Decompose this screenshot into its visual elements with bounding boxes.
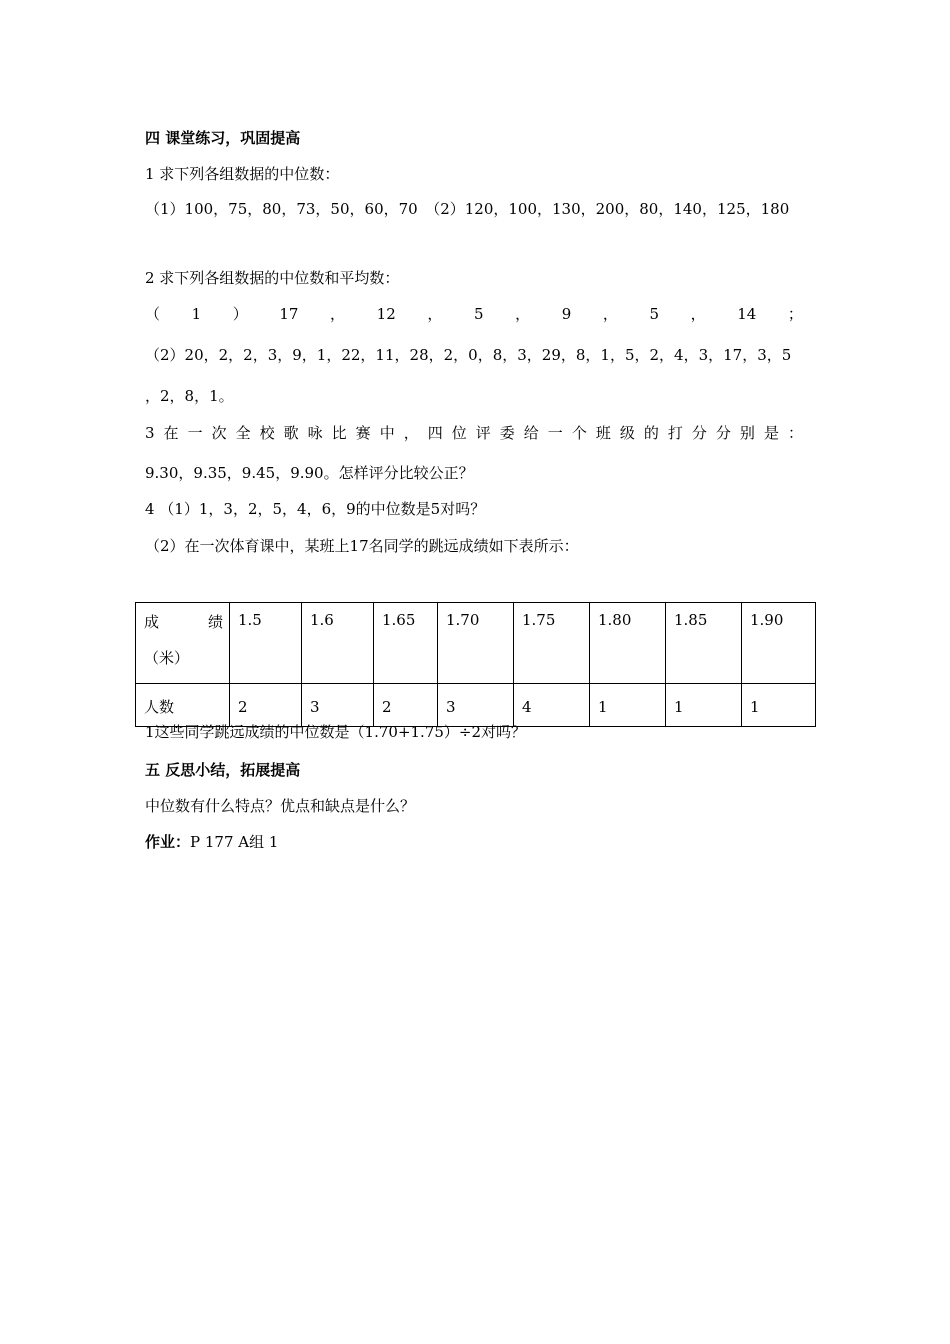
text-token: ） — [232, 305, 248, 323]
text-token: 赛 — [355, 424, 371, 442]
table-row — [136, 684, 816, 727]
text-token: ， — [515, 305, 531, 323]
text-token: 打 — [667, 424, 683, 442]
question-after-table: 1这些同学跳远成绩的中位数是（1.70+1.75）÷2对吗？ — [145, 723, 527, 741]
text-token: 是 — [763, 424, 779, 442]
score-cell: 1.90 — [742, 603, 816, 684]
text-token: ， — [690, 305, 706, 323]
text-token: 给 — [523, 424, 539, 442]
count-cell: 3 — [302, 684, 374, 727]
text-token: ： — [787, 424, 803, 442]
text-token: 3 — [145, 424, 155, 442]
q2-part2-line1: （2）20，2，2，3，9，1，22，11，28，2，0，8，3，29，8，1，5，2，4，3，17，3，5 — [145, 346, 792, 364]
text-token: 评 — [475, 424, 491, 442]
text-token: 分 — [691, 424, 707, 442]
header-label-b: 绩 — [207, 613, 223, 631]
text-token: 歌 — [283, 424, 299, 442]
text-token: ， — [403, 424, 419, 442]
text-token: 四 — [427, 424, 443, 442]
text-token: 次 — [211, 424, 227, 442]
text-token: （ — [145, 305, 161, 323]
text-token: 14 — [737, 305, 757, 323]
count-label-cell: 人数 — [136, 684, 230, 727]
text-token: 5 — [473, 305, 484, 323]
text-token: 全 — [235, 424, 251, 442]
score-cell: 1.80 — [590, 603, 666, 684]
text-token: 班 — [595, 424, 611, 442]
section4-title: 四 课堂练习，巩固提高 — [145, 129, 301, 147]
q1-text: 1 求下列各组数据的中位数： — [145, 165, 340, 183]
score-cell: 1.6 — [302, 603, 374, 684]
text-token: 1 — [191, 305, 202, 323]
table-row — [136, 603, 816, 684]
section5-title: 五 反思小结，拓展提高 — [145, 761, 301, 779]
count-cell: 4 — [514, 684, 590, 727]
text-token: 个 — [571, 424, 587, 442]
text-token: 9 — [561, 305, 572, 323]
text-token: 委 — [499, 424, 515, 442]
q1-data-line: （1）100，75，80，73，50，60，70 （2）120，100，130，200，80，140，125，180 — [145, 200, 790, 218]
text-token: 5 — [649, 305, 659, 323]
long-jump-table — [135, 602, 816, 727]
homework-line — [145, 832, 278, 852]
count-cell: 1 — [742, 684, 816, 727]
q4-part2: （2）在一次体育课中，某班上17名同学的跳远成绩如下表所示： — [145, 537, 579, 555]
text-token: 咏 — [307, 424, 323, 442]
count-cell: 2 — [374, 684, 438, 727]
section5-text: 中位数有什么特点？优点和缺点是什么？ — [145, 797, 416, 815]
count-cell: 3 — [438, 684, 514, 727]
text-token: ， — [427, 305, 443, 323]
text-token: 在 — [163, 424, 179, 442]
text-token: 别 — [739, 424, 755, 442]
score-cell: 1.85 — [666, 603, 742, 684]
header-cell-score — [136, 603, 230, 684]
text-token: 中 — [379, 424, 395, 442]
homework-label: 作业： — [145, 833, 191, 851]
q4-part1: 4 （1）1，3，2，5，4，6，9的中位数是5对吗？ — [145, 500, 486, 518]
count-cell: 2 — [230, 684, 302, 727]
count-cell: 1 — [666, 684, 742, 727]
text-token: 12 — [376, 305, 396, 323]
text-token: ， — [330, 305, 346, 323]
homework-text: P 177 A组 1 — [190, 833, 279, 851]
text-token: 一 — [547, 424, 563, 442]
count-cell: 1 — [590, 684, 666, 727]
score-cell: 1.5 — [230, 603, 302, 684]
q2-text: 2 求下列各组数据的中位数和平均数： — [145, 269, 400, 287]
header-label-unit: （米） — [144, 649, 190, 667]
text-token: ， — [602, 305, 618, 323]
q3-line1 — [145, 423, 803, 443]
q2-part2-line2: ，2，8，1。 — [145, 387, 234, 405]
text-token: 的 — [643, 424, 659, 442]
text-token: 一 — [187, 424, 203, 442]
text-token: 17 — [279, 305, 299, 323]
text-token: ； — [787, 305, 803, 323]
header-label-a: 成 — [144, 613, 160, 631]
text-token: 比 — [331, 424, 347, 442]
score-cell: 1.65 — [374, 603, 438, 684]
q2-part1-line — [145, 304, 803, 324]
text-token: 分 — [715, 424, 731, 442]
score-cell: 1.75 — [514, 603, 590, 684]
score-cell: 1.70 — [438, 603, 514, 684]
text-token: 位 — [451, 424, 467, 442]
text-token: 级 — [619, 424, 635, 442]
text-token: 校 — [259, 424, 275, 442]
q3-line2: 9.30，9.35，9.45，9.90。怎样评分比较公正？ — [145, 464, 474, 482]
